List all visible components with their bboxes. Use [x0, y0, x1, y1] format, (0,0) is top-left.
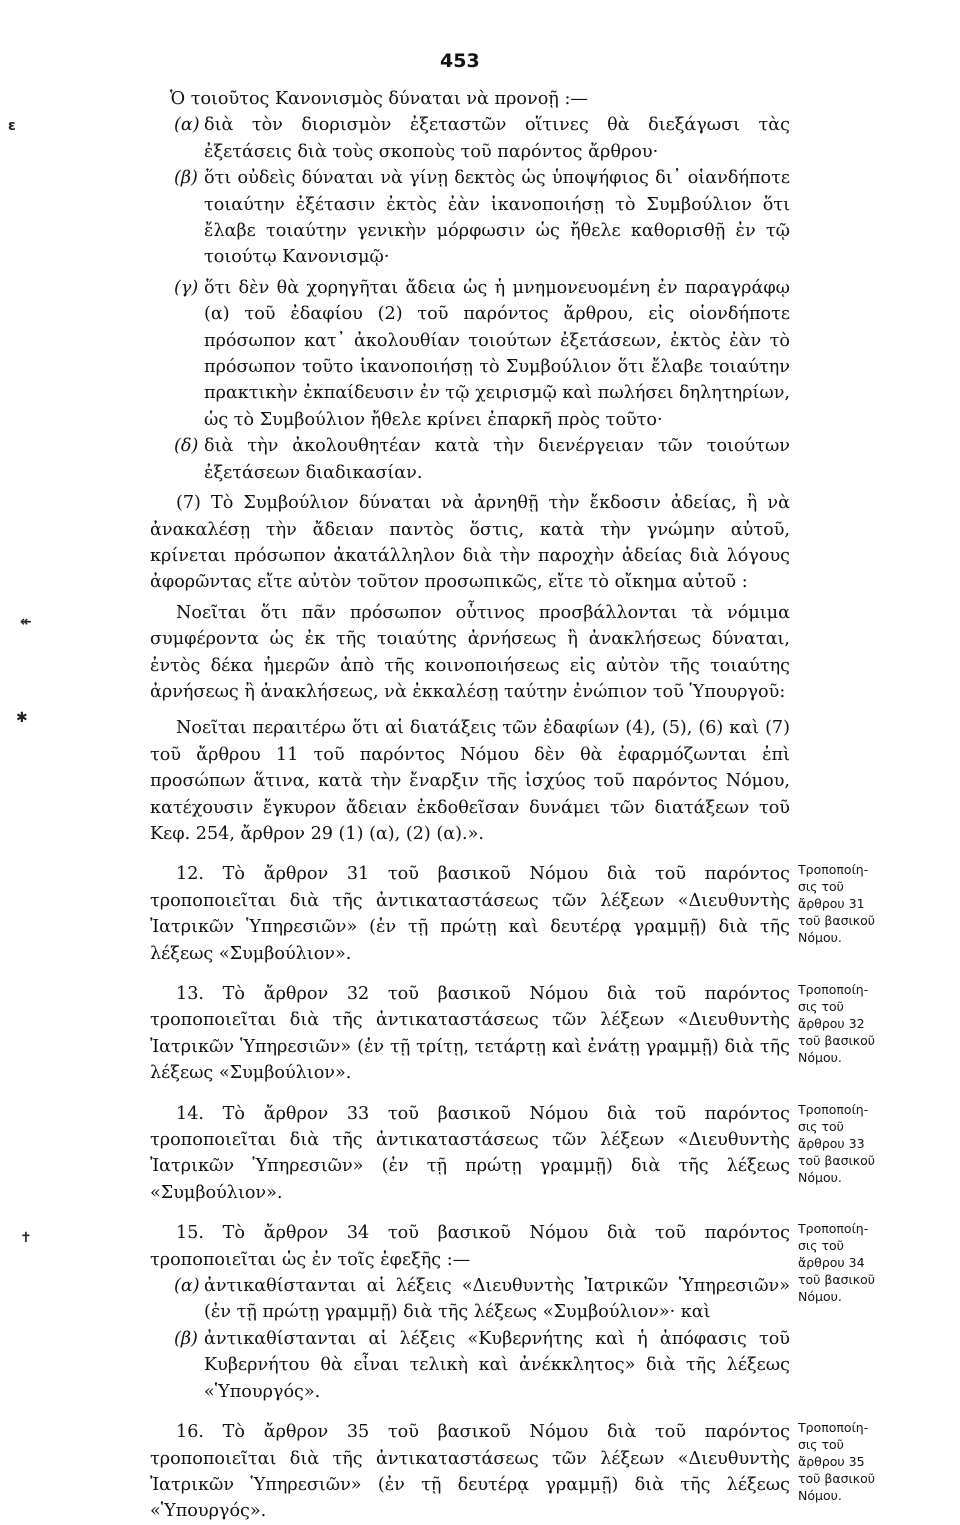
note-line: σις τοῦ	[798, 1118, 844, 1134]
article-text: 12. Τὸ ἄρθρον 31 τοῦ βασικοῦ Νόμου διὰ τοῦ παρόντος τροποποιεῖται διὰ τῆς ἀντικαταστάσεως τῶν λέξεων «Διευθυντὴς Ἰατρικῶν Ὑπηρεσιῶν» (ἐν τῇ πρώτῃ καὶ δευτέρᾳ γραμμῇ) διὰ τῆς λέξεως «Συμβούλιον».	[150, 864, 790, 964]
note-line: τοῦ βασικοῦ	[798, 1152, 875, 1168]
note-line: σις τοῦ	[798, 1238, 844, 1254]
article-14	[150, 1101, 875, 1207]
intro-line: Ὁ τοιοῦτος Κανονισμὸς δύναται νὰ προνοῇ :—	[170, 89, 588, 109]
marginal-note	[798, 981, 898, 1066]
marginal-note	[798, 1101, 898, 1186]
note-line: Νόμου.	[798, 1488, 842, 1504]
note-line: σις τοῦ	[798, 879, 844, 895]
note-line: Νόμου.	[798, 1289, 842, 1305]
article-text: 15. Τὸ ἄρθρον 34 τοῦ βασικοῦ Νόμου διὰ τοῦ παρόντος τροποποιεῖται ὡς ἐν τοῖς ἑφεξῆς :—	[150, 1223, 790, 1270]
subsection-item	[174, 165, 790, 271]
item-label: (δ)	[174, 436, 199, 457]
page-number: 453	[440, 50, 480, 72]
subsection-item	[174, 112, 790, 165]
item-label: (β)	[174, 1328, 198, 1349]
margin-arrow-icon: ↞	[20, 614, 32, 630]
subsection-list	[150, 112, 790, 486]
item-label: (β)	[174, 168, 198, 189]
subsection-item	[174, 275, 790, 433]
body-text	[150, 86, 875, 1525]
note-line: Τροποποίη-	[798, 1420, 869, 1436]
item-text: ὅτι οὐδεὶς δύναται νὰ γίνῃ δεκτὸς ὡς ὑποψήφιος δι᾽ οἱανδήποτε τοιαύτην ἐξέτασιν ἐκτὸς ἐὰν ἱκανοποιήσῃ τὸ Συμβούλιον ὅτι ἔλαβε τοιαύτην γενικὴν μόρφωσιν ὡς ἤθελε καθορισθῇ ἐν τῷ τοιούτῳ Κανονισμῷ·	[204, 168, 790, 268]
subsection-item	[174, 1273, 790, 1326]
note-line: ἄρθρου 34	[798, 1255, 865, 1271]
article-12	[150, 861, 875, 967]
note-line: ἄρθρου 33	[798, 1135, 865, 1151]
note-line: τοῦ βασικοῦ	[798, 1033, 875, 1048]
item-text: διὰ τὴν ἀκολουθητέαν κατὰ τὴν διενέργειαν τῶν τοιούτων ἐξετάσεων διαδικασίαν.	[204, 436, 790, 483]
margin-asterisk-icon: ✱	[16, 710, 28, 726]
note-line: Τροποποίη-	[798, 982, 869, 997]
note-line: Τροποποίη-	[798, 1221, 869, 1237]
marginal-note	[798, 1220, 898, 1305]
article-text: 16. Τὸ ἄρθρον 35 τοῦ βασικοῦ Νόμου διὰ τοῦ παρόντος τροποποιεῖται διὰ τῆς ἀντικαταστάσεως τῶν λέξεων «Διευθυντὴς Ἰατρικῶν Ὑπηρεσιῶν» (ἐν τῇ δευτέρᾳ γραμμῇ) διὰ τῆς λέξεως «Ὑπουργός».	[150, 1422, 790, 1522]
item-text: ἀντικαθίστανται αἱ λέξεις «Διευθυντὴς Ἰατρικῶν Ὑπηρεσιῶν» (ἐν τῇ πρώτῃ γραμμῇ) διὰ τῆς λέξεως «Συμβούλιον»· καὶ	[204, 1276, 790, 1323]
note-line: σις τοῦ	[798, 1437, 844, 1453]
paragraph-7: (7) Τὸ Συμβούλιον δύναται νὰ ἀρνηθῇ τὴν ἔκδοσιν ἀδείας, ἢ νὰ ἀνακαλέσῃ τὴν ἄδειαν παντὸς ὅστις, κατὰ τὴν γνώμην αὐτοῦ, κρίνεται πρόσωπον ἀκατάλληλον διὰ τὴν παροχὴν ἀδείας διὰ λόγους ἀφορῶντας εἴτε αὐτὸν τοῦτον προσωπικῶς, εἴτε τὸ οἴκημα αὐτοῦ :	[150, 493, 790, 593]
note-line: ἄρθρου 32	[798, 1016, 865, 1031]
item-text: ὅτι δὲν θὰ χορηγῆται ἄδεια ὡς ἡ μνημονευομένη ἐν παραγράφῳ (α) τοῦ ἐδαφίου (2) τοῦ παρόντος ἄρθρου, εἰς οἱονδήποτε πρόσωπον κατ᾽ ἀκολουθίαν τοιούτων ἐξετάσεων, ἐκτὸς ἐὰν τὸ πρόσωπον τοῦτο ἱκανοποιήσῃ τὸ Συμβούλιον ὅτι ἔλαβε τοιαύτην πρακτικὴν ἐκπαίδευσιν ἐν τῷ χειρισμῷ καὶ πωλήσει δηλητηρίων, ὡς τὸ Συμβούλιον ἤθελε κρίνει ἐπαρκῆ πρὸς τοῦτο·	[204, 277, 790, 430]
margin-cross-icon: ✝	[20, 1230, 32, 1246]
item-label: (α)	[174, 115, 200, 136]
note-line: Τροποποίη-	[798, 862, 869, 878]
marginal-note	[798, 1419, 898, 1504]
subsection-list	[150, 1273, 790, 1405]
note-line: τοῦ βασικοῦ	[798, 1471, 875, 1487]
note-line: τοῦ βασικοῦ	[798, 1272, 875, 1288]
article-15	[150, 1220, 875, 1405]
note-line: Νόμου.	[798, 1169, 842, 1185]
margin-mark: ε	[8, 118, 16, 134]
proviso-paragraph: Νοεῖται ὅτι πᾶν πρόσωπον οὗτινος προσβάλλονται τὰ νόμιμα συμφέροντα ὡς ἐκ τῆς τοιαύτης ἀρνήσεως ἢ ἀνακλήσεως δύναται, ἐντὸς δέκα ἡμερῶν ἀπὸ τῆς κοινοποιήσεως εἰς αὐτὸν τῆς τοιαύτης ἀρνήσεως ἢ ἀνακλήσεως, νὰ ἐκκαλέσῃ ταύτην ἐνώπιον τοῦ Ὑπουργοῦ:	[150, 602, 790, 702]
article-13	[150, 981, 875, 1087]
note-line: τοῦ βασικοῦ	[798, 913, 875, 929]
article-16	[150, 1419, 875, 1525]
article-text: 13. Τὸ ἄρθρον 32 τοῦ βασικοῦ Νόμου διὰ τοῦ παρόντος τροποποιεῖται διὰ τῆς ἀντικαταστάσεως τῶν λέξεων «Διευθυντὴς Ἰατρικῶν Ὑπηρεσιῶν» (ἐν τῇ τρίτῃ, τετάρτῃ καὶ ἐνάτῃ γραμμῇ) διὰ τῆς λέξεως «Συμβούλιον».	[150, 984, 790, 1084]
note-line: ἄρθρου 35	[798, 1454, 865, 1470]
article-text: 14. Τὸ ἄρθρον 33 τοῦ βασικοῦ Νόμου διὰ τοῦ παρόντος τροποποιεῖται διὰ τῆς ἀντικαταστάσεως τῶν λέξεων «Διευθυντὴς Ἰατρικῶν Ὑπηρεσιῶν» (ἐν τῇ πρώτῃ γραμμῇ) διὰ τῆς λέξεως «Συμβούλιον».	[150, 1103, 790, 1203]
subsection-item	[174, 433, 790, 486]
item-text: ἀντικαθίστανται αἱ λέξεις «Κυβερνήτης καὶ ἡ ἀπόφασις τοῦ Κυβερνήτου θὰ εἶναι τελικὴ καὶ ἀνέκκλητος» διὰ τῆς λέξεως «Ὑπουργός».	[204, 1328, 790, 1402]
proviso-paragraph: Νοεῖται περαιτέρω ὅτι αἱ διατάξεις τῶν ἐδαφίων (4), (5), (6) καὶ (7) τοῦ ἄρθρου 11 τοῦ παρόντος Νόμου δὲν θὰ ἐφαρμόζωνται ἐπὶ προσώπων ἅτινα, κατὰ τὴν ἔναρξιν τῆς ἰσχύος τοῦ παρόντος Νόμου, κατέχουσιν ἔγκυρον ἄδειαν ἐκδοθεῖσαν δυνάμει τῶν διατάξεων τοῦ Κεφ. 254, ἄρθρον 29 (1) (α), (2) (α).».	[150, 718, 790, 844]
note-line: Νόμου.	[798, 930, 842, 946]
note-line: σις τοῦ	[798, 999, 844, 1014]
note-line: Νόμου.	[798, 1050, 842, 1065]
marginal-note	[798, 861, 898, 946]
note-line: Τροποποίη-	[798, 1101, 869, 1117]
item-label: (α)	[174, 1276, 200, 1297]
item-label: (γ)	[174, 277, 199, 298]
subsection-item	[174, 1326, 790, 1405]
item-text: διὰ τὸν διορισμὸν ἐξεταστῶν οἵτινες θὰ διεξάγωσι τὰς ἐξετάσεις διὰ τοὺς σκοποὺς τοῦ παρόντος ἄρθρου·	[204, 115, 790, 162]
note-line: ἄρθρου 31	[798, 896, 865, 912]
